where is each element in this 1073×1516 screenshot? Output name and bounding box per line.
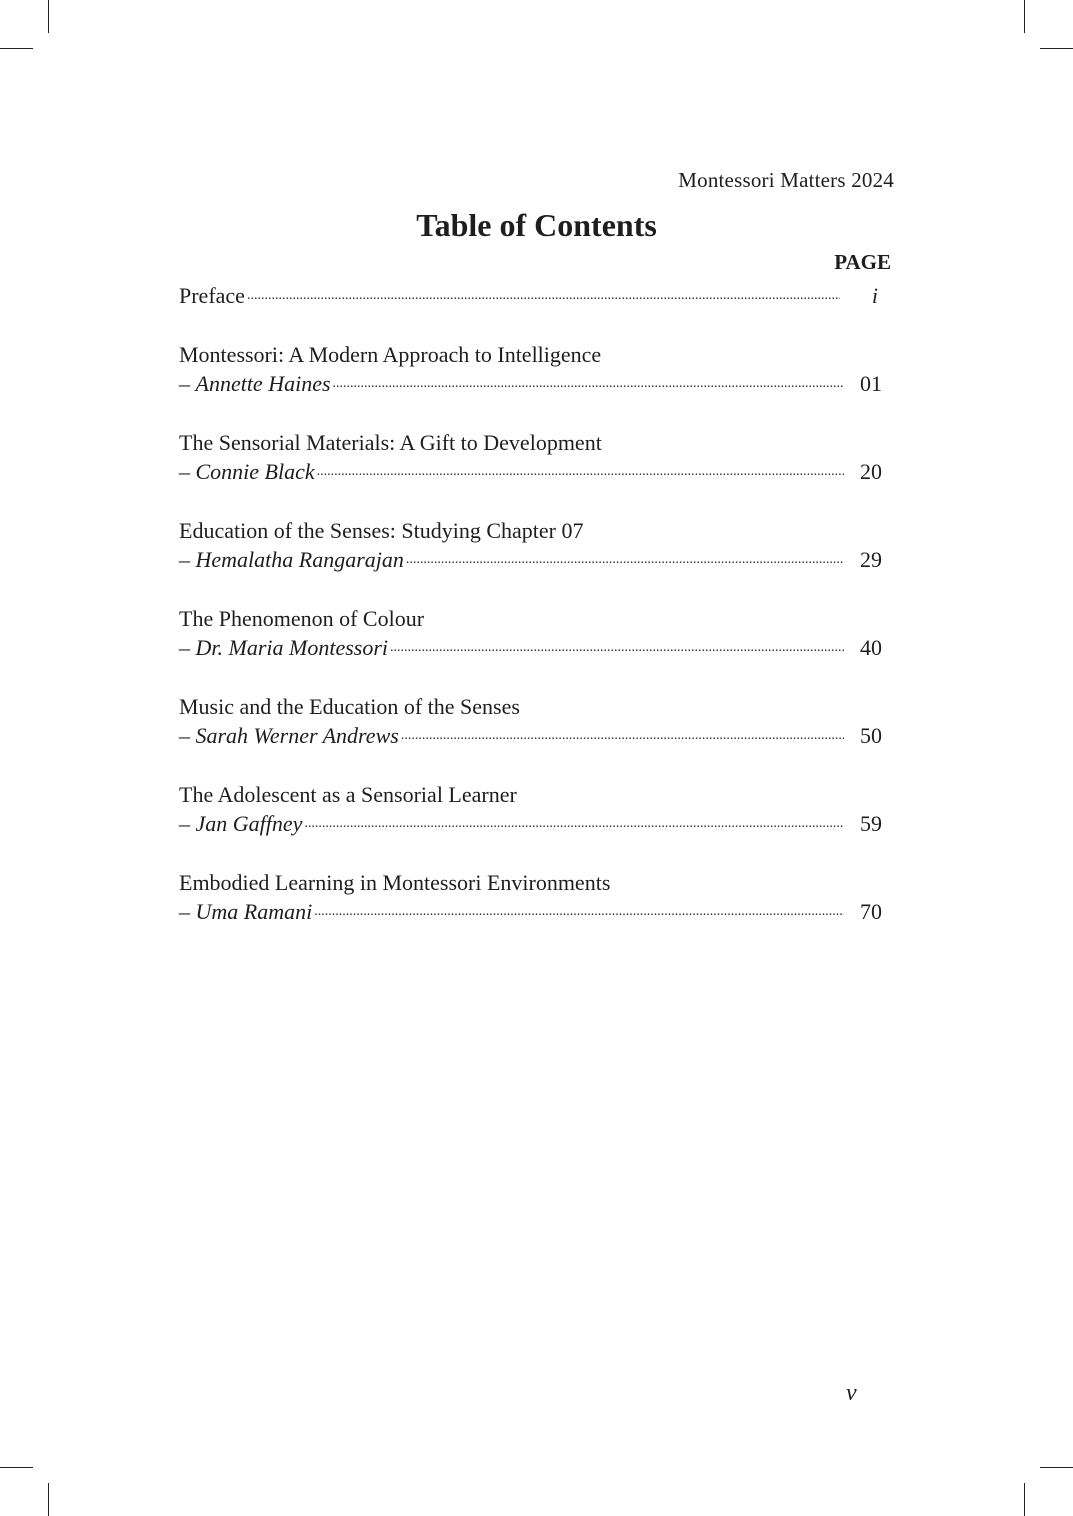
- entry-title-text: Montessori: A Modern Approach to Intelligence: [179, 342, 602, 367]
- toc-entry[interactable]: [179, 516, 882, 574]
- entry-title-text: Embodied Learning in Montessori Environments: [179, 870, 611, 895]
- dot-leader: [314, 897, 844, 919]
- toc-list: [179, 281, 882, 926]
- entry-title-text: The Sensorial Materials: A Gift to Development: [179, 430, 602, 455]
- page-title: Table of Contents: [416, 207, 657, 243]
- author-name: Sarah Werner Andrews: [195, 723, 399, 748]
- toc-entry[interactable]: [179, 604, 882, 662]
- page-number: 29: [860, 547, 882, 572]
- entry-title-text: The Phenomenon of Colour: [179, 606, 425, 631]
- crop-mark-bottom-left-horizontal: [0, 1467, 33, 1468]
- author-name: Connie Black: [195, 459, 315, 484]
- toc-line: [179, 721, 882, 750]
- toc-line: [179, 633, 882, 662]
- page-number: 70: [860, 899, 882, 924]
- toc-entry-title: [179, 868, 882, 897]
- author-name: Hemalatha Rangarajan: [195, 547, 404, 572]
- author-name: Jan Gaffney: [195, 811, 303, 836]
- dot-leader: [247, 281, 840, 303]
- toc-entry-title: [179, 692, 882, 721]
- toc-entry-title: [179, 428, 882, 457]
- dot-leader: [333, 369, 844, 391]
- toc-line: [179, 281, 882, 310]
- toc-entry[interactable]: [179, 428, 882, 486]
- page-number: 20: [860, 459, 882, 484]
- author-line: [179, 809, 302, 838]
- crop-mark-bottom-right-horizontal: [1040, 1467, 1073, 1468]
- toc-line: [179, 369, 882, 398]
- entry-title-text: The Adolescent as a Sensorial Learner: [179, 782, 517, 807]
- author-line: [179, 369, 331, 398]
- crop-mark-bottom-right-vertical: [1024, 1483, 1025, 1516]
- dot-leader: [304, 809, 844, 831]
- toc-entry-preface[interactable]: [179, 281, 882, 310]
- toc-line: [179, 457, 882, 486]
- dot-leader: [390, 633, 844, 655]
- toc-entry-title: [179, 516, 882, 545]
- dash: –: [179, 811, 190, 836]
- author-name: Uma Ramani: [195, 899, 313, 924]
- toc-entry[interactable]: [179, 692, 882, 750]
- author-name: Dr. Maria Montessori: [195, 635, 389, 660]
- author-line: [179, 545, 404, 574]
- toc-entry-title: [179, 604, 882, 633]
- page-number: 50: [860, 723, 882, 748]
- author-line: [179, 897, 312, 926]
- dash: –: [179, 547, 190, 572]
- author-line: [179, 633, 388, 662]
- entry-title-text: Education of the Senses: Studying Chapter 07: [179, 518, 584, 543]
- crop-mark-bottom-left-vertical: [48, 1483, 49, 1516]
- dash: –: [179, 635, 190, 660]
- page-folio: v: [846, 1380, 857, 1406]
- toc-entry[interactable]: [179, 780, 882, 838]
- dash: –: [179, 899, 190, 924]
- page-number: 59: [860, 811, 882, 836]
- dash: –: [179, 371, 190, 396]
- toc-line: [179, 809, 882, 838]
- running-head: Montessori Matters 2024: [678, 168, 894, 192]
- toc-entry-title: [179, 780, 882, 809]
- crop-mark-top-left-vertical: [48, 0, 49, 33]
- toc-line: [179, 545, 882, 574]
- crop-mark-top-right-vertical: [1024, 0, 1025, 33]
- entry-title-text: Music and the Education of the Senses: [179, 694, 520, 719]
- dot-leader: [406, 545, 844, 567]
- toc-entry-title: [179, 340, 882, 369]
- crop-mark-top-left-horizontal: [0, 48, 33, 49]
- dash: –: [179, 723, 190, 748]
- dot-leader: [317, 457, 844, 479]
- author-line: [179, 721, 399, 750]
- author-line: [179, 457, 315, 486]
- page-number: i: [871, 283, 878, 308]
- toc-entry[interactable]: [179, 340, 882, 398]
- toc-line: [179, 897, 882, 926]
- page-number: 40: [860, 635, 882, 660]
- preface-label: Preface: [179, 283, 245, 308]
- toc-entry[interactable]: [179, 868, 882, 926]
- dot-leader: [401, 721, 844, 743]
- dash: –: [179, 459, 190, 484]
- page-number: 01: [860, 371, 882, 396]
- author-name: Annette Haines: [195, 371, 331, 396]
- crop-mark-top-right-horizontal: [1040, 48, 1073, 49]
- page-column-label: PAGE: [834, 250, 891, 274]
